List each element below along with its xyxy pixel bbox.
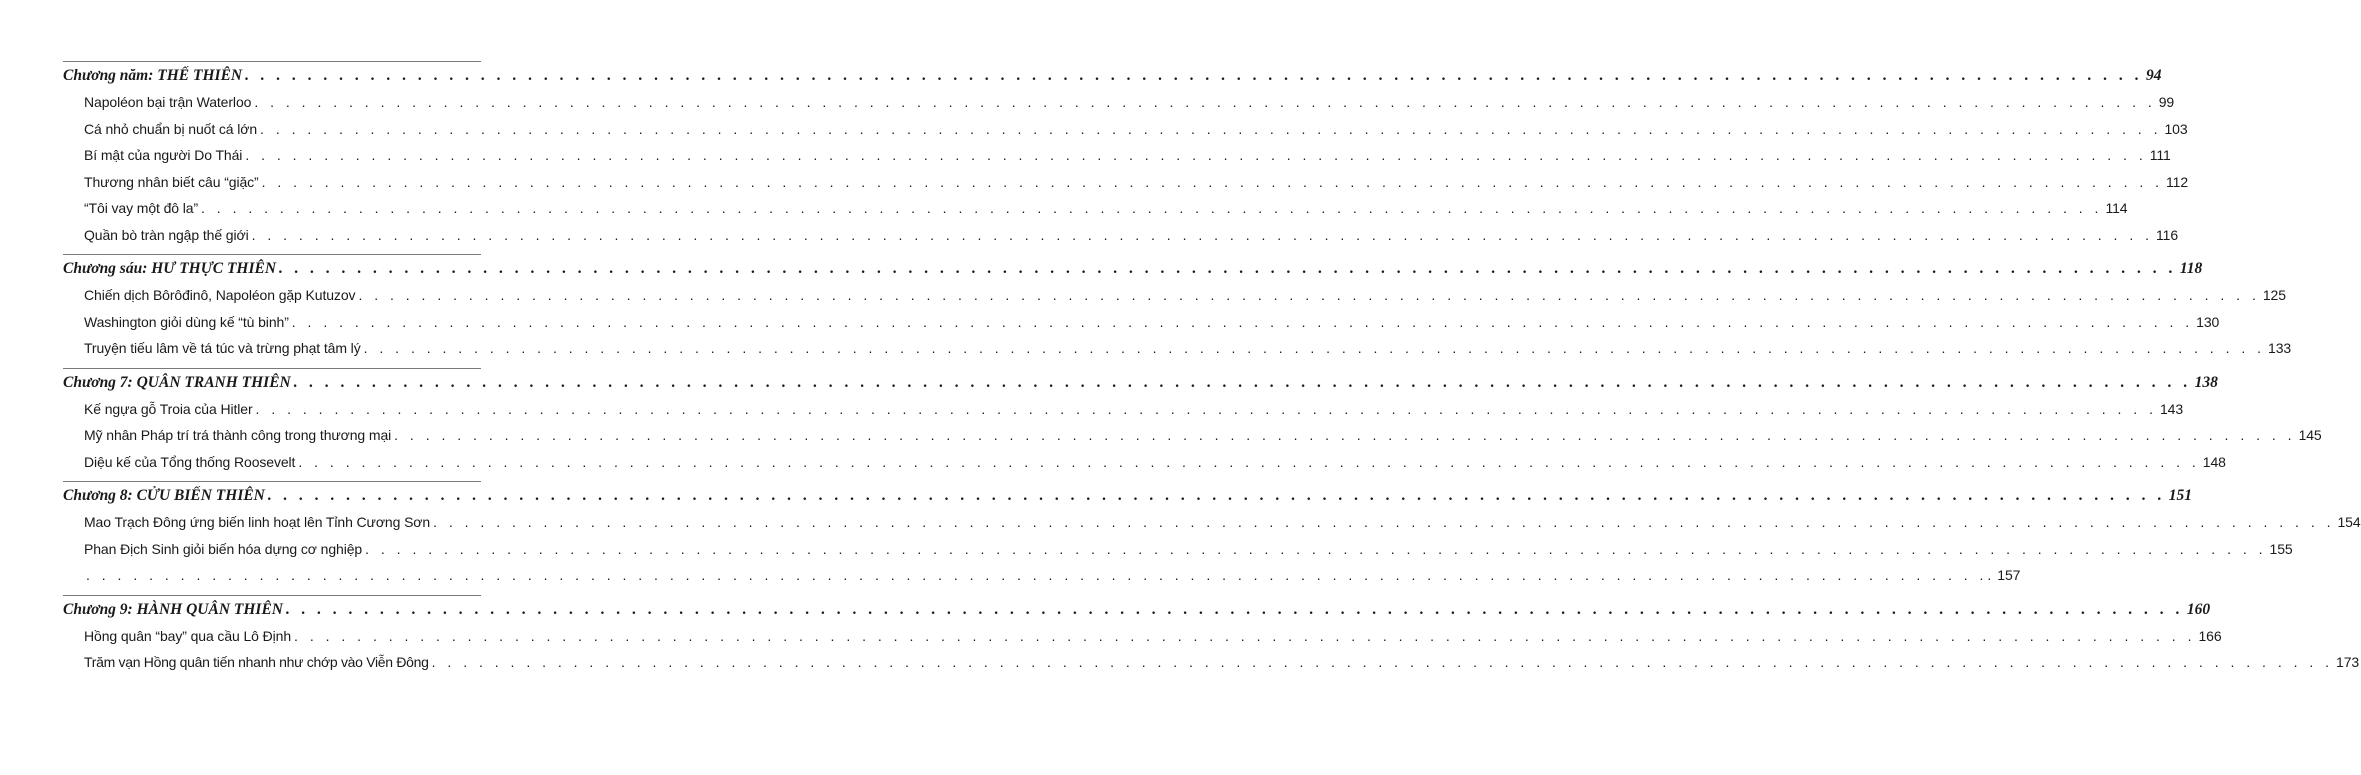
toc-entry[interactable] — [84, 536, 2293, 563]
chapter-heading[interactable] — [63, 370, 2218, 396]
entry-page-number: 133 — [2268, 340, 2292, 356]
entry-page-number: 125 — [2262, 287, 2286, 303]
chapter-block — [63, 255, 2292, 368]
leader-dots: . . . . — [86, 562, 1995, 589]
chapter-heading[interactable] — [63, 483, 2193, 509]
leader-dots — [286, 597, 2184, 623]
toc-entry[interactable] — [84, 282, 2286, 309]
toc-entry[interactable] — [84, 116, 2188, 143]
entry-page-number: 148 — [2202, 453, 2226, 470]
leader-dots — [433, 509, 2334, 536]
toc-entry[interactable] — [84, 449, 2226, 476]
chapter-heading[interactable] — [63, 256, 2203, 282]
leader-dots — [252, 222, 2153, 249]
chapter-page-number: 151 — [2168, 487, 2193, 504]
toc-entry[interactable] — [84, 89, 2175, 116]
entry-title: Phan Địch Sinh giỏi biến hóa dựng cơ nghiệp — [84, 540, 363, 557]
toc-entry[interactable] — [84, 649, 2360, 676]
entry-title: Washington giỏi dùng kế “tù binh” — [84, 313, 289, 330]
chapter-heading[interactable] — [63, 597, 2211, 623]
toc-entry[interactable] — [84, 562, 2021, 589]
chapter-title: Chương 8: CỬU BIẾN THIÊN — [63, 487, 265, 504]
leader-dots — [298, 449, 2199, 476]
leader-dots — [394, 422, 2295, 449]
entry-page-number: 130 — [2196, 313, 2220, 330]
toc-entry[interactable] — [84, 195, 2128, 222]
entry-title: Hồng quân “bay” qua cầu Lô Định — [84, 627, 292, 644]
toc-entry[interactable] — [84, 422, 2322, 449]
entry-page-number: 173 — [2336, 654, 2360, 670]
toc-entry[interactable] — [84, 309, 2220, 336]
toc-entry[interactable] — [84, 169, 2189, 196]
leader-dots — [268, 483, 2166, 509]
leader-dots — [245, 63, 2143, 89]
entry-title: Mao Trạch Đông ứng biến linh hoạt lên Tỉnh Cương Sơn — [84, 514, 431, 530]
entry-title: Trăm vạn Hồng quân tiến nhanh như chớp vào Viễn Đông — [84, 654, 429, 670]
entry-title: Kế ngựa gỗ Troia của Hitler — [84, 400, 253, 417]
chapter-page-number: 138 — [2194, 373, 2218, 391]
chapter-heading[interactable] — [63, 63, 2162, 89]
chapter-title: Chương 9: HÀNH QUÂN THIÊN — [63, 600, 283, 618]
entry-title: Truyện tiếu lâm về tá túc và trừng phạt tâm lý — [84, 340, 361, 356]
leader-dots — [279, 256, 2177, 282]
entry-title: Thương nhân biết câu “giặc” — [84, 173, 259, 190]
chapter-page-number: 94 — [2145, 67, 2162, 84]
leader-dots — [292, 309, 2193, 336]
leader-dots — [245, 142, 2146, 169]
leader-dots — [432, 649, 2333, 676]
entry-page-number: 103 — [2164, 120, 2188, 137]
leader-dots — [294, 623, 2195, 650]
entry-title: Napoléon bại trận Waterloo — [84, 94, 252, 110]
leader-dots — [294, 370, 2192, 396]
chapter-title: Chương năm: THẾ THIÊN — [63, 67, 243, 84]
entry-title: Bí mật của người Do Thái — [84, 147, 243, 163]
leader-dots — [260, 116, 2161, 143]
leader-dots — [364, 335, 2265, 362]
leader-dots — [358, 282, 2259, 309]
entry-title: Diệu kế của Tổng thống Roosevelt — [84, 453, 296, 470]
entry-title: Cá nhỏ chuẩn bị nuốt cá lớn — [84, 120, 258, 137]
toc-entry[interactable] — [84, 142, 2171, 169]
entry-page-number: 155 — [2269, 540, 2293, 557]
toc-entry[interactable] — [84, 509, 2361, 536]
toc-entry[interactable] — [84, 335, 2292, 362]
chapter-title: Chương 7: QUÂN TRANH THIÊN — [63, 373, 291, 391]
entry-page-number: 157 — [1997, 567, 2021, 583]
chapter-block — [63, 596, 2360, 682]
toc-entry[interactable] — [84, 623, 2222, 650]
chapter-block — [63, 369, 2322, 482]
entry-title: Mỹ nhân Pháp trí trá thành công trong thương mại — [84, 427, 392, 443]
entry-page-number: 166 — [2198, 627, 2222, 644]
entry-page-number: 154 — [2337, 514, 2361, 530]
leader-dots — [256, 396, 2157, 423]
leader-dots — [262, 169, 2163, 196]
toc-entry[interactable] — [84, 222, 2179, 249]
entry-page-number: 99 — [2158, 94, 2175, 110]
chapter-page-number: 160 — [2186, 600, 2211, 618]
entry-page-number: 145 — [2298, 427, 2322, 443]
entry-title: Chiến dịch Bôrôđinô, Napoléon gặp Kutuzov — [84, 287, 356, 303]
toc-entry[interactable] — [84, 396, 2184, 423]
leader-dots — [365, 536, 2266, 563]
chapter-block — [63, 482, 2361, 595]
chapter-page-number: 118 — [2179, 260, 2203, 277]
entry-title: Quần bò tràn ngập thế giới — [84, 226, 249, 243]
chapter-block — [63, 62, 2189, 254]
leader-dots — [201, 195, 2102, 222]
entry-page-number: 112 — [2166, 173, 2189, 190]
table-of-contents — [63, 61, 2361, 682]
leader-dots — [254, 89, 2155, 116]
entry-title: “Tôi vay một đô la” — [84, 200, 199, 216]
entry-page-number: 116 — [2156, 226, 2179, 243]
entry-page-number: 111 — [2149, 147, 2171, 163]
chapter-title: Chương sáu: HƯ THỰC THIÊN — [63, 260, 277, 277]
entry-page-number: 114 — [2105, 200, 2128, 216]
entry-page-number: 143 — [2159, 400, 2184, 417]
